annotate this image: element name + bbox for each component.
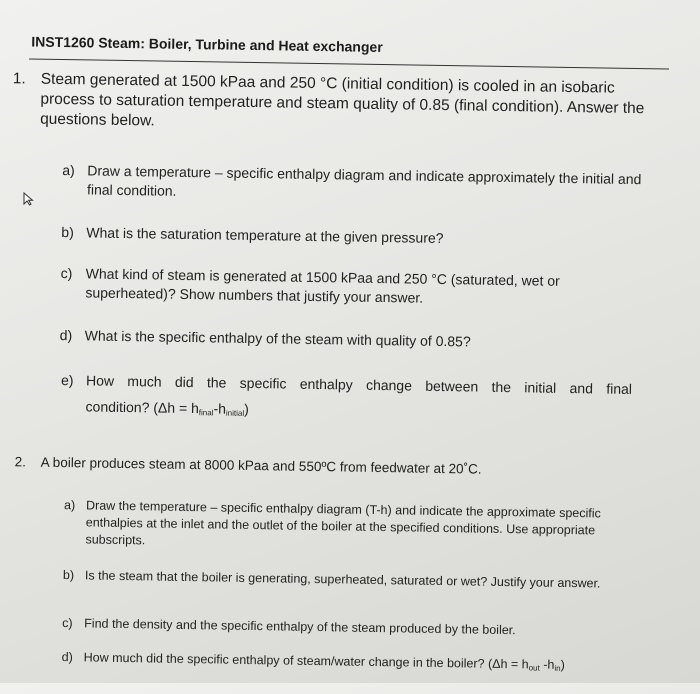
question-1e-label: e)	[60, 372, 74, 389]
question-2d-sub-out: out	[528, 663, 540, 673]
question-2	[14, 453, 641, 482]
question-2d-label: d)	[61, 650, 73, 665]
question-2-number: 2.	[14, 454, 27, 470]
question-1d-label: d)	[59, 326, 73, 344]
question-1e-sub-final: final	[198, 408, 214, 418]
question-1-number: 1.	[12, 70, 26, 88]
question-2a	[63, 497, 626, 556]
question-1e-line2	[86, 398, 250, 417]
question-2d-minus: -h	[539, 657, 555, 672]
question-2b-label: b)	[62, 568, 75, 583]
question-1b-label: b)	[61, 223, 74, 241]
question-1a	[62, 161, 658, 208]
question-2d-prefix: How much did the specific enthalpy of steam/water change in the boiler? (Δh = h	[83, 650, 529, 672]
question-1b	[61, 223, 656, 251]
question-2c-label: c)	[62, 616, 73, 631]
question-1e-minus: -h	[213, 400, 227, 417]
question-1e-sub-initial: initial	[225, 408, 245, 418]
question-1e	[60, 367, 633, 433]
question-2d	[61, 649, 643, 678]
mouse-cursor-icon	[22, 192, 36, 206]
question-2b	[62, 567, 625, 592]
question-1b-text: What is the saturation temperature at the given pressure?	[86, 224, 444, 246]
question-1	[12, 70, 661, 140]
question-2a-label: a)	[63, 498, 76, 513]
title-divider	[29, 58, 669, 69]
question-2a-text: Draw the temperature – specific enthalpy diagram (T-h) and indicate the approximate specific enthalpies at the inlet and the outlet of the boiler at the specified conditions. Use appropriate subscripts.	[85, 498, 601, 548]
document-title: INST1260 Steam: Boiler, Turbine and Heat exchanger	[31, 33, 383, 56]
question-2c-text: Find the density and the specific enthalpy of the steam produced by the boiler.	[84, 616, 516, 638]
question-1c-label: c)	[60, 264, 73, 282]
question-1c-text: What kind of steam is generated at 1500 kPaa and 250 °C (saturated, wet or superheated)? Show numbers that justify your answer.	[85, 265, 560, 306]
question-2b-text: Is the steam that the boiler is generating, superheated, saturated or wet? Justify your answer.	[84, 568, 601, 591]
question-1e-line1: How much did the specific enthalpy change between the initial and final	[85, 372, 633, 397]
question-1d	[59, 326, 655, 354]
question-2d-close: )	[560, 657, 565, 672]
question-1c	[60, 264, 626, 310]
question-2d-sub-in: in	[554, 663, 561, 673]
question-1-text: Steam generated at 1500 kPaa and 250 °C (initial condition) is cooled in an isobaric process to saturation temperature and steam quality of 0.85 (final condition). Answer the questions below.	[39, 70, 645, 130]
question-1a-label: a)	[62, 162, 75, 179]
question-1a-text: Draw a temperature – specific enthalpy diagram and indicate approximately the initial and final condition.	[86, 162, 642, 199]
question-2-text: A boiler produces steam at 8000 kPaa and 550ºC from feedwater at 20˚C.	[40, 454, 482, 477]
question-1e-close: )	[244, 400, 250, 417]
question-2c	[62, 615, 624, 640]
question-1d-text: What is the specific enthalpy of the steam with quality of 0.85?	[84, 327, 471, 350]
question-1e-formula-prefix: condition? (Δh = h	[85, 398, 200, 417]
